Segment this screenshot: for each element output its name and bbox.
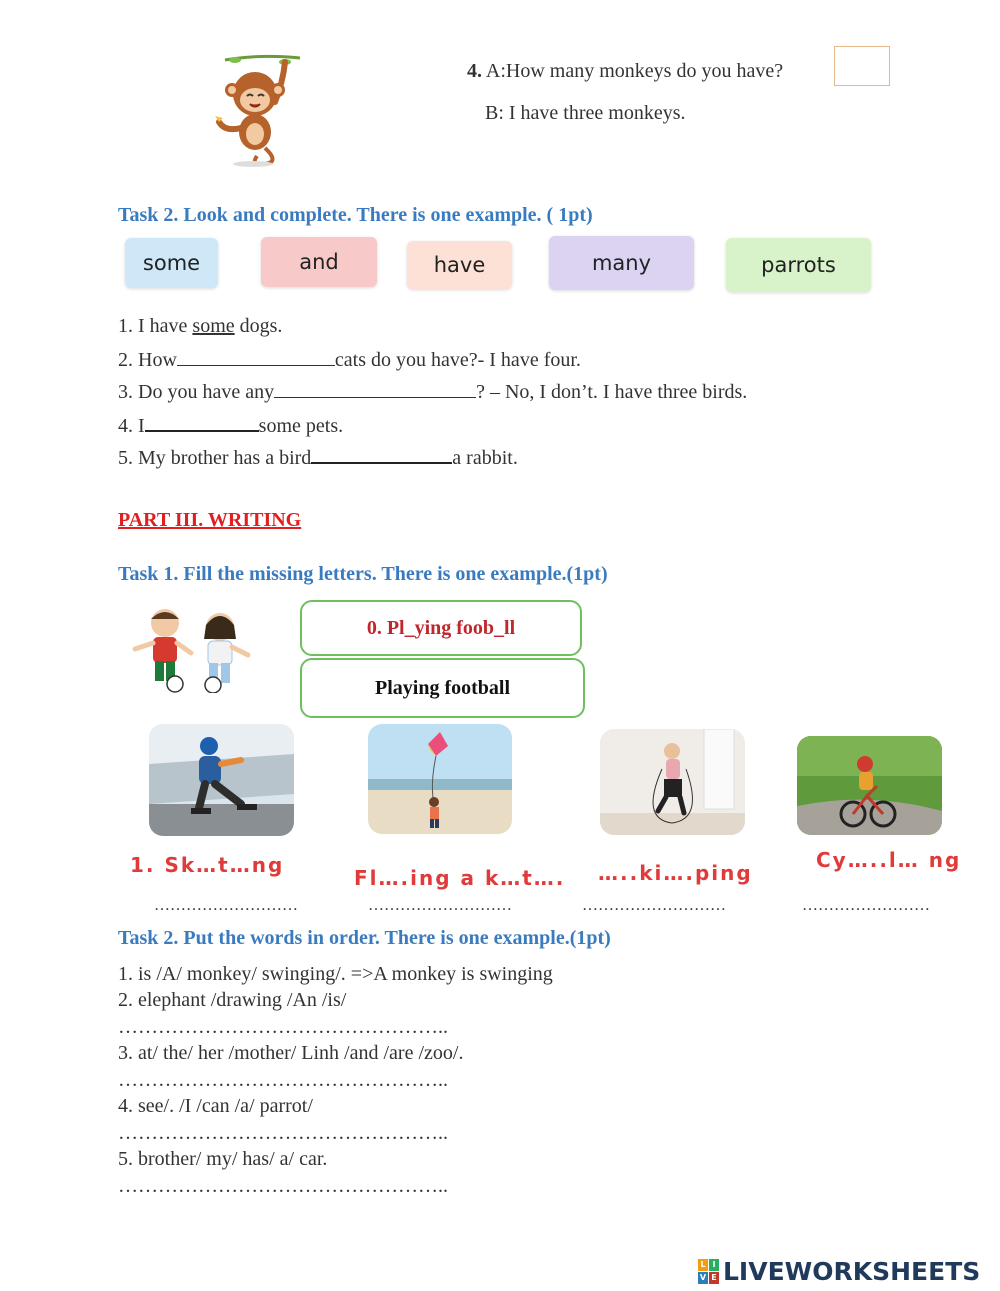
item-2-answer-line[interactable]: ……………………… — [368, 897, 512, 914]
order-question-1: 1. is /A/ monkey/ swinging/. =>A monkey is swinging — [118, 963, 553, 985]
word-chip-parrots: parrots — [726, 238, 871, 292]
word-chip-and: and — [261, 237, 377, 287]
question-4-number: 4. — [467, 60, 482, 82]
answer-4: B: I have three monkeys. — [485, 102, 686, 124]
sentence-5-end: a rabbit. — [452, 447, 518, 469]
task2-vocab-title: Task 2. Look and complete. There is one example. ( 1pt) — [118, 204, 593, 226]
sentence-4 — [118, 412, 343, 438]
skating-photo — [149, 724, 294, 836]
example-answer-box — [300, 658, 585, 718]
order-answer-line-4[interactable]: ………………………………………….. — [118, 1122, 448, 1144]
football-kids-illustration — [120, 605, 260, 693]
part-3-title: PART III. WRITING — [118, 509, 302, 531]
example-prompt-box — [300, 600, 582, 656]
item-4-answer-line[interactable]: …………………… — [802, 897, 930, 914]
example-prompt-text: 0. Pl_ying foob_ll — [366, 616, 516, 639]
monkey-illustration — [205, 52, 310, 167]
sentence-2-start: 2. How — [118, 349, 177, 371]
sentence-2-end: cats do you have?- I have four. — [334, 349, 581, 371]
word-chip-some: some — [125, 238, 218, 288]
order-answer-line-3[interactable]: ………………………………………….. — [118, 1069, 448, 1091]
sentence-4-blank[interactable] — [145, 412, 259, 432]
item-1-label: 1. Sk…t…ng — [130, 853, 285, 877]
sentence-2-blank[interactable] — [177, 347, 335, 366]
sentence-2 — [118, 347, 581, 372]
logo-mark-icon: L I V E — [698, 1259, 719, 1284]
kite-photo — [368, 724, 512, 834]
sentence-3-end: ? – No, I don’t. I have three birds. — [476, 381, 748, 403]
sentence-3-start: 3. Do you have any — [118, 381, 275, 403]
item-3-label: …..ki….ping — [598, 861, 753, 885]
sentence-1-start: 1. I have — [118, 315, 193, 337]
order-question-3: 3. at/ the/ her /mother/ Linh /and /are /zoo/. — [118, 1042, 464, 1064]
task1-writing-title: Task 1. Fill the missing letters. There is one example.(1pt) — [118, 563, 608, 585]
item-3-answer-line[interactable]: ……………………… — [582, 897, 726, 914]
sentence-1 — [118, 315, 282, 338]
order-question-4: 4. see/. /I /can /a/ parrot/ — [118, 1095, 313, 1117]
example-answer-text: Playing football — [374, 676, 510, 699]
item-2-label: Fl….ing a k…t…. — [354, 866, 566, 890]
order-question-5: 5. brother/ my/ has/ a/ car. — [118, 1148, 328, 1170]
task2-order-title: Task 2. Put the words in order. There is one example.(1pt) — [118, 927, 611, 949]
sentence-5 — [118, 444, 518, 470]
item-1-answer-line[interactable]: ……………………… — [154, 897, 298, 914]
logo-text: LIVEWORKSHEETS — [723, 1256, 981, 1286]
sentence-1-end: dogs. — [234, 315, 283, 337]
liveworksheets-logo — [698, 1256, 980, 1286]
sentence-5-blank[interactable] — [311, 444, 452, 464]
sentence-4-start: 4. I — [118, 415, 145, 437]
order-question-2: 2. elephant /drawing /An /is/ — [118, 989, 347, 1011]
sentence-3-blank[interactable] — [274, 379, 476, 398]
word-chip-have: have — [407, 241, 512, 289]
sentence-1-example-word: some — [192, 315, 235, 337]
question-4-text: A:How many monkeys do you have? — [485, 60, 784, 82]
cycling-photo — [797, 736, 942, 835]
skipping-photo — [600, 729, 745, 835]
sentence-4-end: some pets. — [258, 415, 344, 437]
word-chip-many: many — [549, 236, 694, 290]
order-answer-line-2[interactable]: ………………………………………….. — [118, 1016, 448, 1038]
answer-box-4[interactable] — [834, 46, 890, 86]
question-4 — [467, 60, 783, 83]
sentence-5-start: 5. My brother has a bird — [118, 447, 312, 469]
order-answer-line-5[interactable]: ………………………………………….. — [118, 1175, 448, 1197]
item-4-label: Cy…..l… ng — [816, 848, 962, 872]
sentence-3 — [118, 379, 747, 404]
